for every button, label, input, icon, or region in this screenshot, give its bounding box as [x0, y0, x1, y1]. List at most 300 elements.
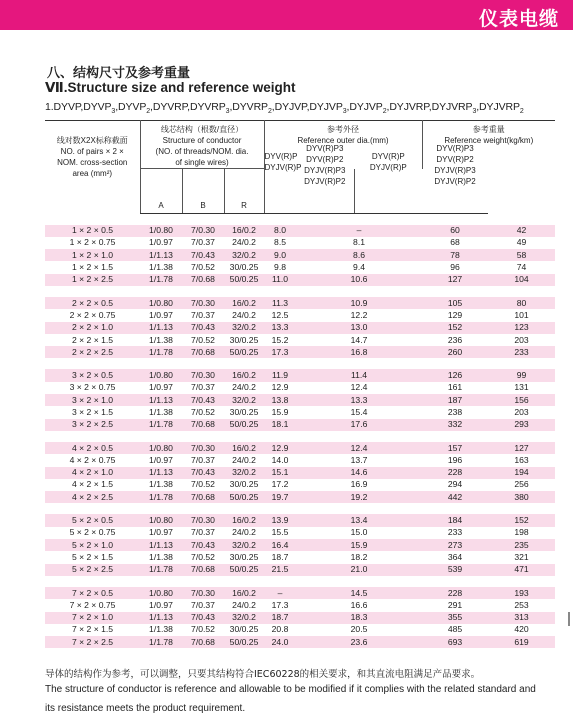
cell-wt-1: 96 [422, 261, 488, 273]
cell-od-1: 24.0 [264, 636, 296, 648]
cell-pairs: 7 × 2 × 0.5 [45, 587, 140, 599]
cell-od-2: 12.2 [296, 309, 422, 321]
cell-wt-2: 131 [488, 382, 555, 394]
group-spacer [45, 358, 555, 369]
cell-r: 30/0.25 [224, 479, 264, 491]
cell-od-1: 11.9 [264, 369, 296, 381]
cell-b: 7/0.52 [182, 406, 224, 418]
cell-b: 7/0.30 [182, 514, 224, 526]
cell-od-1: 16.4 [264, 539, 296, 551]
cell-r: 16/0.2 [224, 587, 264, 599]
header-line: DYV(R)P [264, 151, 298, 161]
cell-wt-2: 256 [488, 479, 555, 491]
cell-wt-1: 355 [422, 612, 488, 624]
cell-b: 7/0.68 [182, 346, 224, 358]
cell-wt-2: 619 [488, 636, 555, 648]
cell-pairs: 3 × 2 × 1.0 [45, 394, 140, 406]
cell-pairs: 1 × 2 × 1.0 [45, 249, 140, 261]
cell-r: 24/0.2 [224, 454, 264, 466]
cell-r: 16/0.2 [224, 225, 264, 237]
cell-b: 7/0.68 [182, 564, 224, 576]
cell-pairs: 3 × 2 × 2.5 [45, 419, 140, 431]
cell-wt-2: 198 [488, 527, 555, 539]
cell-a: 1/1.38 [140, 479, 182, 491]
cell-od-2: 13.0 [296, 322, 422, 334]
table-row [45, 309, 555, 321]
cell-r: 24/0.2 [224, 599, 264, 611]
group-spacer-cell [45, 503, 555, 514]
model-sub: 2 [382, 108, 387, 116]
spec-table [45, 120, 555, 648]
section-title-cn: 八、结构尺寸及参考重量 [47, 66, 191, 81]
cell-wt-2: 313 [488, 612, 555, 624]
cell-wt-1: 332 [422, 419, 488, 431]
cell-wt-1: 60 [422, 225, 488, 237]
top-banner [0, 0, 573, 30]
group-spacer-cell [45, 576, 555, 587]
table-row [45, 551, 555, 563]
cell-wt-2: 127 [488, 442, 555, 454]
cell-wt-2: 471 [488, 564, 555, 576]
cell-od-1: 15.9 [264, 406, 296, 418]
header-line: DYV(R)P2 [436, 154, 474, 164]
model-text: ,DYJVP,DYJVP [271, 101, 343, 113]
cell-r: 50/0.25 [224, 346, 264, 358]
cell-od-2: – [296, 225, 422, 237]
cell-wt-1: 127 [422, 274, 488, 286]
cell-a: 1/0.97 [140, 309, 182, 321]
cell-od-1: 14.0 [264, 454, 296, 466]
cell-od-2: 10.9 [296, 297, 422, 309]
cell-r: 16/0.2 [224, 514, 264, 526]
cell-a: 1/0.97 [140, 382, 182, 394]
cell-wt-1: 539 [422, 564, 488, 576]
model-text: ,DYJVP [346, 101, 383, 113]
cell-r: 24/0.2 [224, 527, 264, 539]
cell-b: 7/0.30 [182, 225, 224, 237]
group-spacer-cell [45, 213, 555, 225]
cell-r: 16/0.2 [224, 369, 264, 381]
cell-r: 32/0.2 [224, 467, 264, 479]
cell-od-1: 18.1 [264, 419, 296, 431]
cell-pairs: 4 × 2 × 0.75 [45, 454, 140, 466]
cell-b: 7/0.37 [182, 309, 224, 321]
cell-od-2: 9.4 [296, 261, 422, 273]
cell-od-1: 17.2 [264, 479, 296, 491]
cell-od-2: 13.7 [296, 454, 422, 466]
cell-wt-1: 693 [422, 636, 488, 648]
table-row [45, 564, 555, 576]
cell-pairs: 5 × 2 × 2.5 [45, 564, 140, 576]
model-list [45, 101, 524, 115]
cell-wt-1: 228 [422, 467, 488, 479]
header-od-2 [296, 143, 354, 188]
cell-b: 7/0.30 [182, 587, 224, 599]
cell-b: 7/0.30 [182, 442, 224, 454]
header-line: (NO. of threads/NOM. dia. [155, 147, 249, 156]
cell-od-2: 20.5 [296, 624, 422, 636]
cell-od-2: 15.9 [296, 539, 422, 551]
table-row [45, 491, 555, 503]
cell-od-2: 18.3 [296, 612, 422, 624]
cell-b: 7/0.43 [182, 249, 224, 261]
cell-od-2: 16.9 [296, 479, 422, 491]
header-wt-2 [422, 143, 488, 188]
cell-r: 50/0.25 [224, 491, 264, 503]
cell-wt-1: 161 [422, 382, 488, 394]
cell-r: 24/0.2 [224, 382, 264, 394]
cell-pairs: 2 × 2 × 0.75 [45, 309, 140, 321]
header-line: 线对数X2X标称截面 [56, 136, 128, 145]
cell-a: 1/0.80 [140, 514, 182, 526]
cell-wt-2: 380 [488, 491, 555, 503]
cell-r: 32/0.2 [224, 394, 264, 406]
cell-r: 32/0.2 [224, 322, 264, 334]
table-row [45, 382, 555, 394]
header-od-1 [264, 151, 302, 196]
header-r: R [224, 169, 264, 214]
header-line: DYJV(R)P [264, 162, 302, 172]
header-line: Reference outer dia.(mm) [297, 136, 389, 145]
cell-od-2: 19.2 [296, 491, 422, 503]
header-line: DYV(R)P2 [306, 154, 344, 164]
model-text: ,DYJVRP [476, 101, 520, 113]
cell-od-2: 12.4 [296, 442, 422, 454]
cell-r: 30/0.25 [224, 624, 264, 636]
header-b: B [182, 169, 224, 214]
group-spacer-cell [45, 358, 555, 369]
cell-wt-1: 442 [422, 491, 488, 503]
table-row [45, 346, 555, 358]
cell-pairs: 5 × 2 × 0.75 [45, 527, 140, 539]
cell-r: 30/0.25 [224, 334, 264, 346]
header-conductor [140, 121, 264, 169]
cell-wt-1: 291 [422, 599, 488, 611]
cell-b: 7/0.37 [182, 237, 224, 249]
table-row [45, 274, 555, 286]
table-row [45, 587, 555, 599]
cell-pairs: 2 × 2 × 1.5 [45, 334, 140, 346]
cell-pairs: 1 × 2 × 1.5 [45, 261, 140, 273]
cell-b: 7/0.52 [182, 334, 224, 346]
cell-od-2: 21.0 [296, 564, 422, 576]
header-line: of single wires) [175, 158, 229, 167]
cell-a: 1/1.13 [140, 539, 182, 551]
cell-wt-2: 203 [488, 406, 555, 418]
cell-wt-2: 253 [488, 599, 555, 611]
cell-od-1: 9.8 [264, 261, 296, 273]
cell-a: 1/0.80 [140, 225, 182, 237]
cell-pairs: 1 × 2 × 0.5 [45, 225, 140, 237]
cell-a: 1/1.78 [140, 491, 182, 503]
group-spacer [45, 286, 555, 297]
cell-r: 50/0.25 [224, 274, 264, 286]
table-row [45, 394, 555, 406]
cell-wt-1: 196 [422, 454, 488, 466]
cell-a: 1/1.78 [140, 636, 182, 648]
cell-wt-2: 321 [488, 551, 555, 563]
cell-b: 7/0.43 [182, 539, 224, 551]
cell-wt-2: 49 [488, 237, 555, 249]
cell-wt-1: 68 [422, 237, 488, 249]
model-sub: 2 [267, 108, 272, 116]
cell-b: 7/0.68 [182, 274, 224, 286]
table-row [45, 419, 555, 431]
cell-wt-1: 273 [422, 539, 488, 551]
header-line: NO. of pairs × 2 × [60, 147, 124, 156]
cell-od-1: 11.3 [264, 297, 296, 309]
note-cn: 导体的结构作为参考，可以调整，只要其结构符合IEC60228的相关要求，和其直流电阻满足产品要求。 [45, 669, 481, 680]
table-row [45, 539, 555, 551]
cell-wt-1: 485 [422, 624, 488, 636]
cell-r: 30/0.25 [224, 406, 264, 418]
group-spacer-cell [45, 431, 555, 442]
cell-a: 1/1.38 [140, 261, 182, 273]
group-spacer [45, 431, 555, 442]
cell-od-2: 15.4 [296, 406, 422, 418]
cell-wt-1: 294 [422, 479, 488, 491]
section-title-en: Ⅶ.Structure size and reference weight [45, 80, 296, 95]
cell-wt-1: 236 [422, 334, 488, 346]
cell-wt-1: 187 [422, 394, 488, 406]
table-row [45, 237, 555, 249]
cell-r: 30/0.25 [224, 261, 264, 273]
cell-wt-2: 193 [488, 587, 555, 599]
cell-wt-2: 156 [488, 394, 555, 406]
cell-a: 1/0.97 [140, 527, 182, 539]
table-row [45, 479, 555, 491]
cell-od-2: 23.6 [296, 636, 422, 648]
header-line: area (mm²) [72, 169, 113, 178]
cell-a: 1/1.78 [140, 564, 182, 576]
cell-a: 1/0.80 [140, 442, 182, 454]
cell-pairs: 3 × 2 × 1.5 [45, 406, 140, 418]
cell-b: 7/0.43 [182, 322, 224, 334]
cell-r: 24/0.2 [224, 237, 264, 249]
cell-pairs: 4 × 2 × 1.0 [45, 467, 140, 479]
cell-a: 1/1.13 [140, 394, 182, 406]
table-row [45, 527, 555, 539]
header-line: Reference weight(kg/km) [444, 136, 534, 145]
cell-a: 1/1.13 [140, 249, 182, 261]
cell-a: 1/1.38 [140, 624, 182, 636]
cell-b: 7/0.37 [182, 599, 224, 611]
brand-title: 仪表电缆 [478, 8, 559, 30]
cell-b: 7/0.37 [182, 382, 224, 394]
cell-pairs: 5 × 2 × 1.0 [45, 539, 140, 551]
group-spacer [45, 503, 555, 514]
cell-wt-1: 260 [422, 346, 488, 358]
cell-od-2: 16.8 [296, 346, 422, 358]
cell-b: 7/0.30 [182, 297, 224, 309]
table-row [45, 599, 555, 611]
cell-wt-1: 233 [422, 527, 488, 539]
model-sub: 2 [519, 108, 524, 116]
cell-od-1: 12.9 [264, 382, 296, 394]
cell-wt-1: 364 [422, 551, 488, 563]
cell-od-2: 14.5 [296, 587, 422, 599]
cell-wt-2: 194 [488, 467, 555, 479]
cell-od-1: 8.0 [264, 225, 296, 237]
cell-wt-1: 129 [422, 309, 488, 321]
table-row [45, 467, 555, 479]
cell-od-2: 8.6 [296, 249, 422, 261]
model-sub: 2 [146, 108, 151, 116]
cell-od-1: – [264, 587, 296, 599]
cell-od-1: 12.9 [264, 442, 296, 454]
cell-pairs: 4 × 2 × 0.5 [45, 442, 140, 454]
cell-wt-1: 126 [422, 369, 488, 381]
cell-a: 1/0.80 [140, 297, 182, 309]
header-line: 参考外径 [327, 125, 360, 134]
cell-r: 32/0.2 [224, 612, 264, 624]
cell-pairs: 2 × 2 × 2.5 [45, 346, 140, 358]
cell-r: 30/0.25 [224, 551, 264, 563]
cell-a: 1/1.38 [140, 334, 182, 346]
cell-b: 7/0.37 [182, 527, 224, 539]
header-line: DYJV(R)P [369, 162, 407, 172]
cell-b: 7/0.43 [182, 394, 224, 406]
cell-b: 7/0.68 [182, 636, 224, 648]
cell-od-2: 16.6 [296, 599, 422, 611]
cell-od-2: 14.7 [296, 334, 422, 346]
header-line: DYJV(R)P3 [304, 165, 346, 175]
note-en-line2: its resistance meets the product requirement. [45, 703, 246, 714]
header-wt-1 [354, 151, 422, 196]
cell-od-1: 15.1 [264, 467, 296, 479]
group-spacer [45, 576, 555, 587]
cell-wt-1: 157 [422, 442, 488, 454]
cell-wt-2: 101 [488, 309, 555, 321]
cell-b: 7/0.30 [182, 369, 224, 381]
header-line: Structure of conductor [162, 136, 242, 145]
header-line: DYV(R)P3 [306, 143, 344, 153]
table-row [45, 297, 555, 309]
cell-od-2: 10.6 [296, 274, 422, 286]
header-line: DYV(R)P3 [436, 143, 474, 153]
cell-r: 50/0.25 [224, 636, 264, 648]
cell-od-1: 17.3 [264, 599, 296, 611]
cell-a: 1/1.78 [140, 419, 182, 431]
cell-r: 16/0.2 [224, 297, 264, 309]
cell-od-1: 17.3 [264, 346, 296, 358]
cell-wt-1: 78 [422, 249, 488, 261]
table-row [45, 636, 555, 648]
cell-wt-1: 228 [422, 587, 488, 599]
cell-wt-1: 105 [422, 297, 488, 309]
cell-b: 7/0.43 [182, 612, 224, 624]
cell-od-1: 15.2 [264, 334, 296, 346]
header-line: NOM. cross-section [57, 158, 128, 167]
cell-wt-2: 123 [488, 322, 555, 334]
cell-r: 16/0.2 [224, 442, 264, 454]
table-row [45, 612, 555, 624]
table-row [45, 406, 555, 418]
cell-od-2: 11.4 [296, 369, 422, 381]
model-sub: 3 [342, 108, 347, 116]
table-row [45, 369, 555, 381]
cell-a: 1/1.78 [140, 274, 182, 286]
header-line: 参考重量 [472, 125, 505, 134]
cell-od-1: 13.9 [264, 514, 296, 526]
cell-pairs: 4 × 2 × 1.5 [45, 479, 140, 491]
cell-wt-2: 104 [488, 274, 555, 286]
cell-r: 50/0.25 [224, 564, 264, 576]
cell-a: 1/0.97 [140, 237, 182, 249]
model-text: ,DYVRP [229, 101, 268, 113]
cell-wt-1: 184 [422, 514, 488, 526]
cell-pairs: 7 × 2 × 2.5 [45, 636, 140, 648]
cell-a: 1/1.38 [140, 406, 182, 418]
table-row [45, 334, 555, 346]
table-row [45, 454, 555, 466]
cell-od-2: 15.0 [296, 527, 422, 539]
cell-pairs: 7 × 2 × 1.5 [45, 624, 140, 636]
table-row [45, 442, 555, 454]
cell-b: 7/0.68 [182, 491, 224, 503]
edge-mark [568, 612, 570, 626]
cell-b: 7/0.52 [182, 551, 224, 563]
table-row [45, 322, 555, 334]
header-a: A [140, 169, 182, 214]
cell-pairs: 2 × 2 × 1.0 [45, 322, 140, 334]
header-line: DYJV(R)P2 [434, 176, 476, 186]
cell-pairs: 5 × 2 × 1.5 [45, 551, 140, 563]
cell-od-2: 8.1 [296, 237, 422, 249]
cell-pairs: 7 × 2 × 0.75 [45, 599, 140, 611]
model-sub: 3 [225, 108, 230, 116]
cell-pairs: 5 × 2 × 0.5 [45, 514, 140, 526]
cell-a: 1/1.13 [140, 612, 182, 624]
cell-r: 24/0.2 [224, 309, 264, 321]
cell-od-2: 18.2 [296, 551, 422, 563]
cell-a: 1/1.78 [140, 346, 182, 358]
group-spacer-cell [45, 286, 555, 297]
cell-pairs: 1 × 2 × 0.75 [45, 237, 140, 249]
cell-wt-2: 42 [488, 225, 555, 237]
cell-pairs: 4 × 2 × 2.5 [45, 491, 140, 503]
header-pairs [45, 121, 140, 214]
cell-r: 32/0.2 [224, 249, 264, 261]
cell-wt-2: 203 [488, 334, 555, 346]
model-text: ,DYVRP,DYVRP [150, 101, 226, 113]
cell-od-1: 21.5 [264, 564, 296, 576]
cell-r: 32/0.2 [224, 539, 264, 551]
cell-a: 1/0.80 [140, 587, 182, 599]
cell-od-1: 19.7 [264, 491, 296, 503]
header-line: 线芯结构（根数/直径） [160, 125, 244, 134]
cell-a: 1/0.80 [140, 369, 182, 381]
table-row [45, 225, 555, 237]
cell-r: 50/0.25 [224, 419, 264, 431]
cell-wt-2: 233 [488, 346, 555, 358]
cell-wt-2: 58 [488, 249, 555, 261]
cell-b: 7/0.52 [182, 261, 224, 273]
cell-pairs: 7 × 2 × 1.0 [45, 612, 140, 624]
cell-wt-2: 99 [488, 369, 555, 381]
cell-od-2: 17.6 [296, 419, 422, 431]
model-sub: 3 [111, 108, 116, 116]
cell-a: 1/1.13 [140, 322, 182, 334]
cell-od-1: 8.5 [264, 237, 296, 249]
cell-pairs: 2 × 2 × 0.5 [45, 297, 140, 309]
cell-od-1: 15.5 [264, 527, 296, 539]
note-en-line1: The structure of conductor is reference and allowable to be modified if it complies with the related standard and [45, 684, 536, 695]
cell-od-1: 18.7 [264, 551, 296, 563]
cell-od-1: 20.8 [264, 624, 296, 636]
cell-od-2: 13.3 [296, 394, 422, 406]
cell-od-1: 18.7 [264, 612, 296, 624]
